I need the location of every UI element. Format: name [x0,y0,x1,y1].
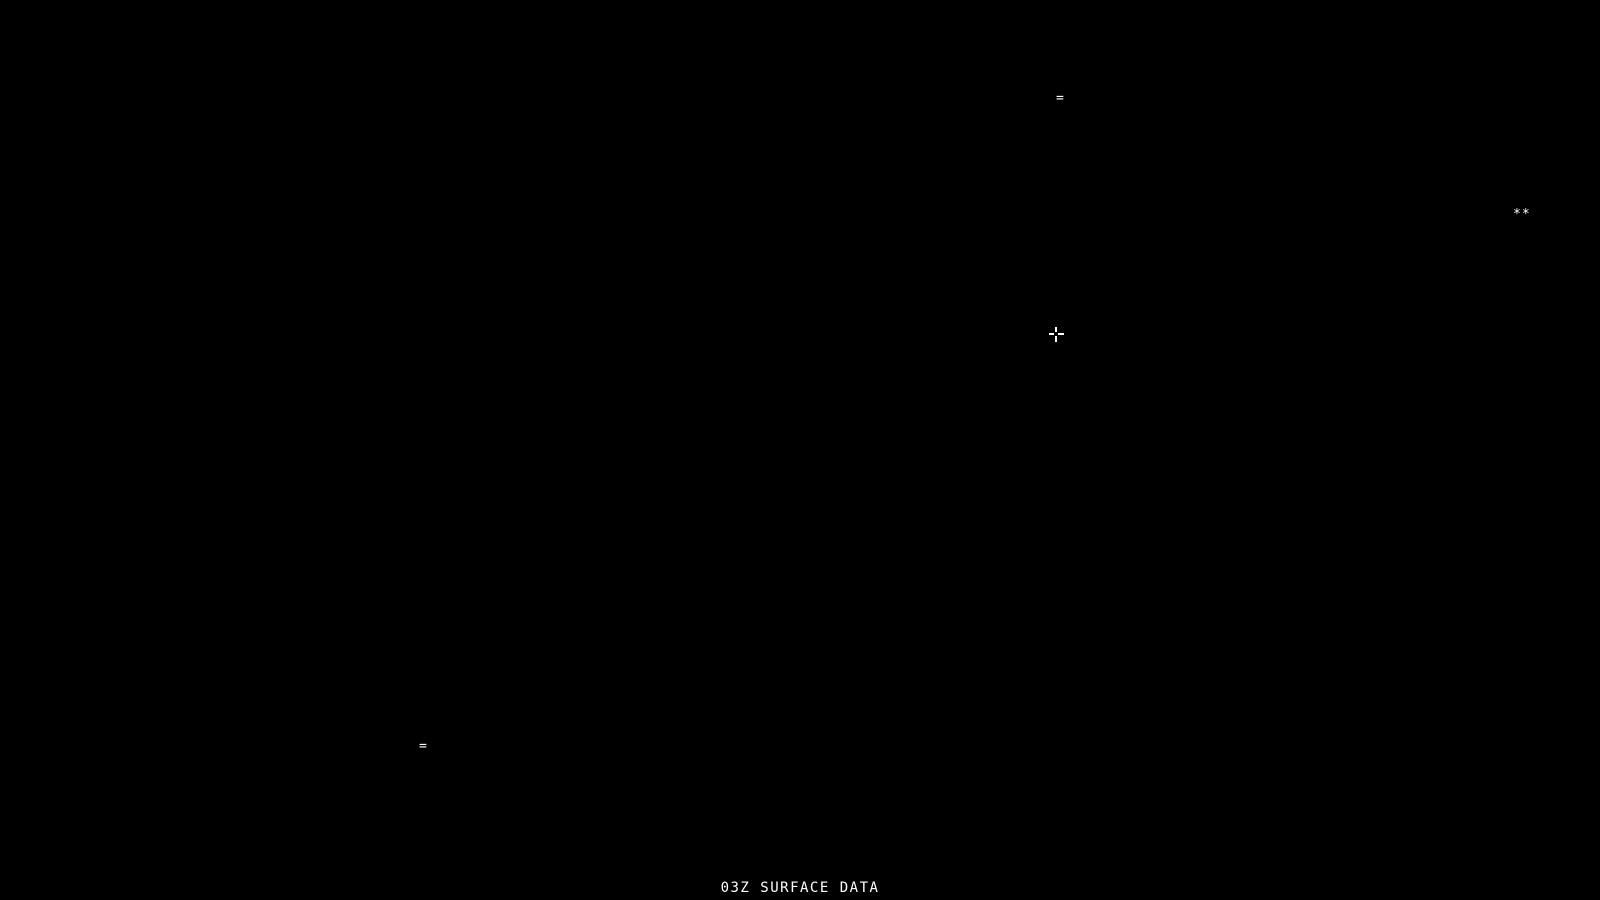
crosshair-cursor-icon [1049,327,1064,342]
cursor-horizontal-bar [1049,333,1064,335]
surface-data-marker-right: ** [1513,207,1531,222]
chart-caption: 03Z SURFACE DATA [720,880,880,896]
surface-data-marker-lower-left: = [419,739,427,754]
cursor-center-dot [1054,332,1058,336]
surface-data-marker-top: = [1056,91,1064,106]
cursor-vertical-bar [1055,327,1057,342]
